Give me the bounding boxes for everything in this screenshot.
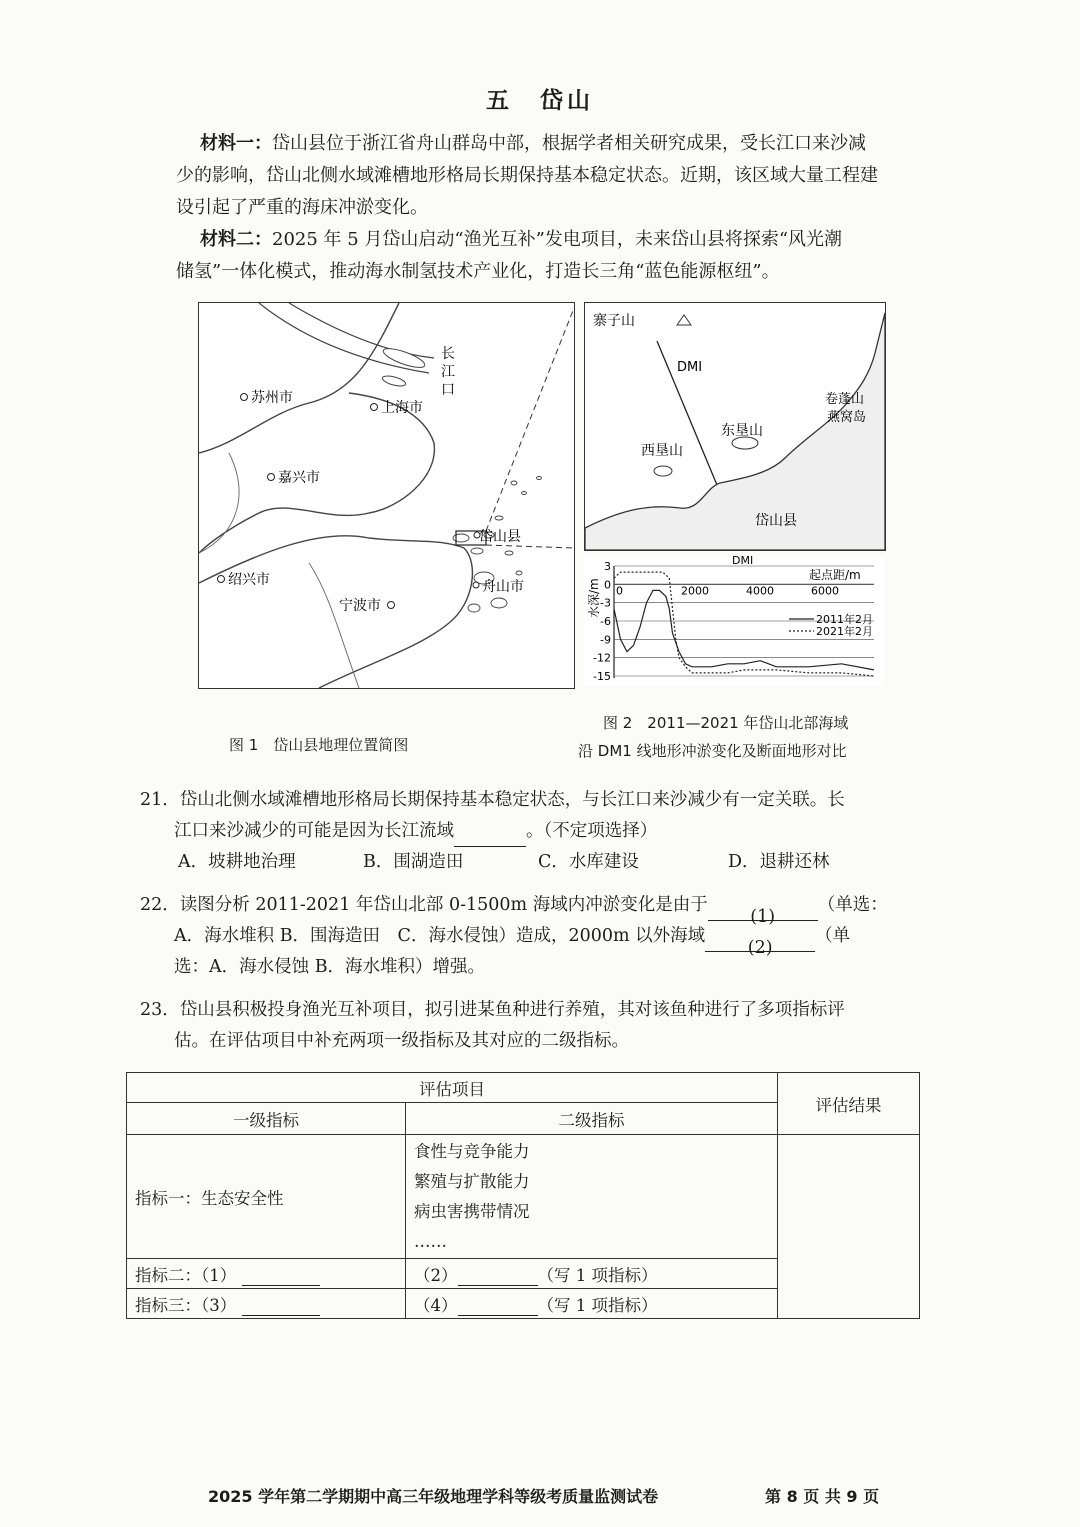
coastline: [199, 303, 399, 453]
daishan-county-label: 岱山县: [755, 513, 797, 529]
juanpengshan-label: 卷蓬山: [825, 392, 865, 407]
result-cell[interactable]: [778, 1135, 920, 1319]
row1-item-4: ……: [414, 1232, 447, 1251]
row1-item-3: 病虫害携带情况: [414, 1202, 530, 1221]
local-map-svg: [585, 303, 885, 550]
material-2-line1: 2025 年 5 月岱山启动“渔光互补”发电项目，未来岱山县将探索“风光潮: [272, 229, 843, 250]
question-22: [140, 890, 940, 983]
section-title: 五 岱山: [486, 87, 594, 114]
x-tick-label: 4000: [746, 584, 774, 598]
row2-level2-text: （2）: [414, 1265, 458, 1285]
changxing-island: [381, 374, 406, 388]
jiaxing-marker: [268, 474, 275, 481]
q21-answer-blank[interactable]: [454, 828, 526, 847]
row3-blank-1[interactable]: [242, 1297, 320, 1316]
figure-2-section-chart: [584, 556, 884, 686]
row2-level2-note: （写 1 项指标）: [537, 1265, 658, 1285]
legend-2021: 2021年2月: [816, 625, 873, 638]
material-2-label: 材料二：: [200, 229, 272, 250]
jiaxing-label: 嘉兴市: [278, 470, 320, 486]
xikenshan-label: 西垦山: [641, 443, 683, 459]
material-1: [176, 128, 946, 224]
q21-line2b: 。（不定项选择）: [526, 821, 658, 841]
changjiang-label-1: 长: [441, 346, 455, 362]
q23-number: 23．: [140, 1000, 180, 1020]
q22-number: 22．: [140, 895, 180, 915]
row1-item-1: 食性与竞争能力: [414, 1142, 530, 1161]
q21-option-b[interactable]: B．围湖造田: [363, 852, 464, 872]
x-tick-label: 0: [616, 584, 623, 598]
zhoushan-marker: [473, 582, 479, 588]
y-tick-label: -3: [600, 596, 611, 610]
q22-line2b: （单: [815, 926, 851, 946]
y-tick-label: 3: [604, 560, 611, 573]
chart-title: DMI: [732, 556, 754, 567]
material-1-line1: 岱山县位于浙江省舟山群岛中部，根据学者相关研究成果，受长江口来沙减: [272, 133, 866, 154]
y-tick-label: -15: [593, 670, 611, 683]
suzhou-marker: [241, 394, 248, 401]
zhoushan-label: 舟山市: [482, 579, 524, 595]
shaoxing-label: 绍兴市: [228, 572, 270, 588]
row3-level2: [406, 1289, 778, 1319]
header-result: 评估结果: [778, 1073, 920, 1135]
hangzhou-bay-south: [199, 536, 472, 688]
figure-1-map: [198, 302, 575, 689]
q22-line1a: 读图分析 2011-2021 年岱山北部 0-1500m 海域内冲淤变化是由于: [179, 895, 708, 915]
figure-2-caption-line2: 沿 DM1 线地形冲淤变化及断面地形对比: [578, 742, 847, 760]
figure-1-caption: 图 1 岱山县地理位置简图: [229, 736, 409, 754]
dongkenshan-label: 东垦山: [721, 423, 763, 439]
q21-option-d[interactable]: D．退耕还林: [728, 852, 830, 872]
row1-level1: 指标一：生态安全性: [127, 1135, 406, 1259]
leader-line-2: [486, 545, 574, 548]
row1-item-2: 繁殖与扩散能力: [414, 1172, 530, 1191]
question-21: [140, 785, 940, 878]
row2-level1: [127, 1259, 406, 1289]
footer-title: 2025 学年第二学期期中高三年级地理学科等级考质量监测试卷: [208, 1487, 659, 1506]
material-1-line3: 设引起了严重的海床冲淤变化。: [176, 197, 428, 218]
q21-number: 21．: [140, 790, 180, 810]
y-tick-label: -12: [593, 651, 611, 665]
header-level1: 一级指标: [127, 1103, 406, 1135]
q21-option-a[interactable]: A．坡耕地治理: [178, 852, 296, 872]
x-tick-label: 6000: [811, 584, 839, 598]
q21-line1: 岱山北侧水域滩槽地形格局长期保持基本稳定状态，与长江口来沙减少有一定关联。长: [179, 790, 845, 810]
yanwodao-label: 燕窝岛: [827, 410, 867, 425]
header-level2: 二级指标: [406, 1103, 778, 1135]
q22-line1b: （单选：: [817, 895, 888, 915]
changjiang-label-2: 江: [441, 364, 455, 380]
q22-line2a: A．海水堆积 B．围海造田 C．海水侵蚀）造成，2000m 以外海域: [174, 926, 706, 946]
q22-blank-2[interactable]: (2): [705, 933, 815, 952]
material-1-label: 材料一：: [200, 133, 272, 154]
ningbo-marker: [388, 602, 395, 609]
mountain-icon: [677, 315, 691, 325]
figure-2-local-map: [584, 302, 886, 551]
suzhou-label: 苏州市: [251, 390, 293, 406]
ningbo-label: 宁波市: [339, 598, 381, 614]
q21-line2a: 江口来沙减少的可能是因为长江流域: [174, 821, 454, 841]
x-axis-label: 起点距/m: [809, 568, 861, 582]
y-axis-label: 水深/m: [587, 578, 601, 618]
river-2: [309, 563, 359, 688]
river-1: [199, 453, 239, 553]
row2-blank-2[interactable]: [458, 1267, 538, 1286]
changjiang-label-3: 口: [441, 382, 455, 398]
x-tick-label: 2000: [681, 584, 709, 598]
evaluation-table: [126, 1072, 920, 1319]
material-1-line2: 少的影响，岱山北侧水域滩槽地形格局长期保持基本稳定状态。近期，该区域大量工程建: [176, 165, 878, 186]
dmi-label: DMI: [677, 360, 703, 375]
shaoxing-marker: [218, 576, 225, 583]
figure-2-caption-line1: 图 2 2011—2021 年岱山北部海域: [603, 714, 849, 732]
row2-level2: [406, 1259, 778, 1289]
y-tick-label: 0: [604, 578, 611, 592]
q22-blank-1[interactable]: (1): [708, 902, 818, 921]
row1-level2: [406, 1135, 778, 1259]
row2-level1-text: 指标二：（1）: [135, 1265, 237, 1285]
header-project: 评估项目: [127, 1073, 778, 1103]
y-tick-label: -9: [600, 633, 611, 647]
row3-level2-text: （4）: [414, 1295, 458, 1315]
legend-2011: 2011年2月: [816, 613, 873, 626]
row3-blank-2[interactable]: [458, 1297, 538, 1316]
y-tick-label: -6: [600, 615, 611, 628]
row3-level1-text: 指标三：（3）: [135, 1295, 237, 1315]
chongming-island: [381, 345, 426, 371]
question-23: [140, 995, 940, 1057]
row2-blank-1[interactable]: [242, 1267, 320, 1286]
zhaizishan-label: 寨子山: [593, 313, 635, 329]
daishan-label: 岱山县: [479, 529, 521, 545]
shanghai-label: 上海市: [381, 400, 423, 416]
map-svg: [199, 303, 574, 688]
q23-line1: 岱山县积极投身渔光互补项目，拟引进某鱼种进行养殖，其对该鱼种进行了多项指标评: [179, 1000, 845, 1020]
q21-option-c[interactable]: C．水库建设: [538, 852, 639, 872]
material-2: [176, 224, 946, 288]
yangtze-bank-south: [289, 303, 434, 358]
leader-line-1: [486, 308, 574, 531]
q22-line3: 选：A．海水侵蚀 B．海水堆积）增强。: [174, 957, 486, 977]
section-chart-svg: [584, 556, 884, 686]
shanghai-marker: [371, 404, 378, 411]
footer-page: 第 8 页 共 9 页: [765, 1487, 880, 1506]
material-2-line2: 储氢”一体化模式，推动海水制氢技术产业化，打造长三角“蓝色能源枢纽”。: [176, 261, 780, 282]
q23-line2: 估。在评估项目中补充两项一级指标及其对应的二级指标。: [174, 1031, 629, 1051]
row3-level2-note: （写 1 项指标）: [537, 1295, 658, 1315]
row3-level1: [127, 1289, 406, 1319]
xikenshan-island: [654, 466, 672, 476]
